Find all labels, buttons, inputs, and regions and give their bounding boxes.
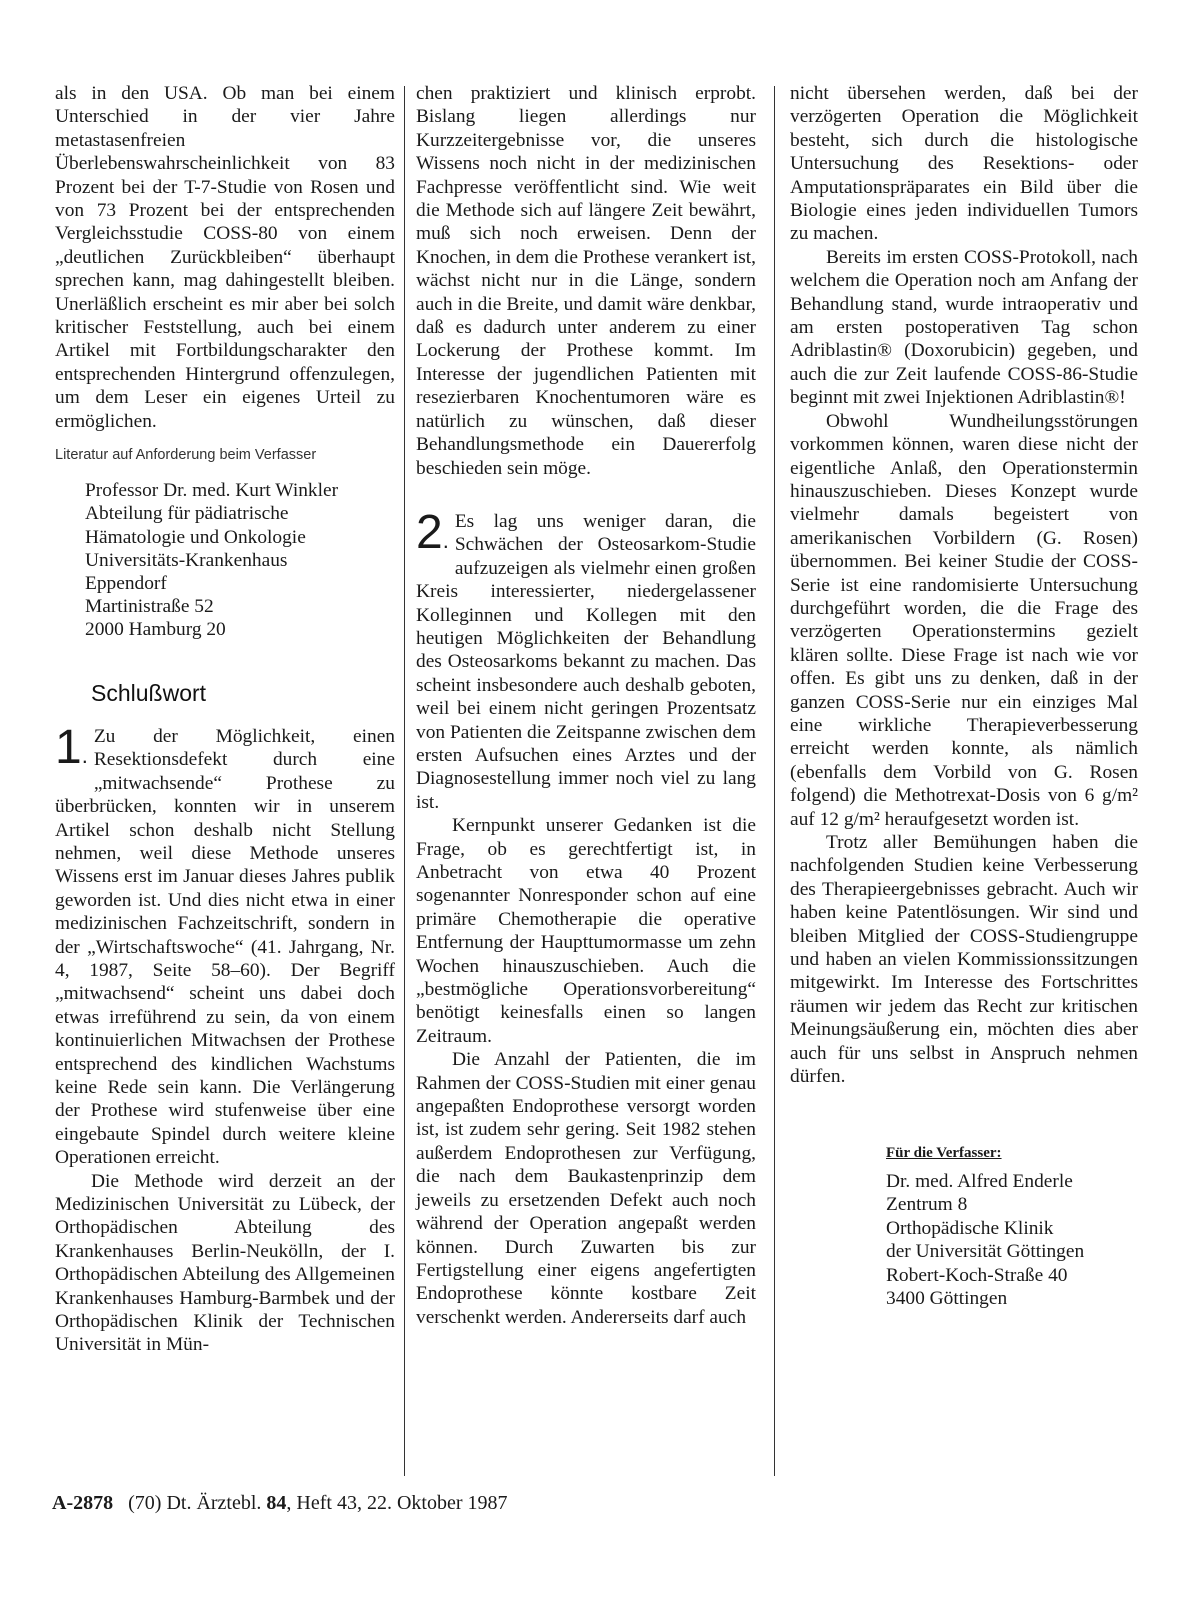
address-line: Universitäts-Krankenhaus	[85, 549, 288, 571]
journal-volume: 84	[266, 1492, 287, 1514]
column-rule-1	[404, 86, 405, 1476]
signature-label: Für die Verfasser:	[886, 1145, 1002, 1162]
paragraph: Obwohl Wundheilungsstörungen vorkommen können, waren diese nicht der eigentliche Anlaß, den Operationstermin hinauszuschieben. Dieses Konzept wurde vielmehr damals begeistert von amerikanischen Vorbildern (G. Rosen) übernommen. Bei keiner Studie der COSS-Serie ist eine randomisierte Untersuchung durchgeführt worden, die die Frage des verzögerten Operationstermins gezielt klären sollte. Diese Frage ist nach wie vor offen. Es gibt uns zu denken, daß in der ganzen COSS-Serie nur ein einziges Mal eine wirkliche Therapieverbesserung erreicht werden konnte, als nämlich (ebenfalls dem Vorbild von G. Rosen folgend) die Methotrexat-Dosis von 6 g/m² auf 12 g/m² heraufgesetzt worden ist.	[790, 410, 1138, 830]
address-line: Dr. med. Alfred Enderle	[886, 1170, 1073, 1192]
column-3	[790, 82, 1138, 1310]
column-rule-2	[774, 86, 775, 1476]
address-line: Robert-Koch-Straße 40	[886, 1264, 1068, 1286]
address-line: Abteilung für pädiatrische	[85, 503, 289, 525]
column-1	[55, 82, 395, 1357]
page-footer: A-2878 (70) Dt. Ärztebl. 84, Heft 43, 22. Oktober 1987	[52, 1492, 508, 1514]
paragraph: 2. Es lag uns weniger daran, die Schwächen der Osteosarkom-Studie aufzuzeigen als vielmehr einen großen Kreis interessierter, niedergelassener Kolleginnen und Kollegen mit den heutigen Möglichkeiten der Behandlung des Osteosarkoms bekannt zu machen. Das scheint insbesondere auch deshalb geboten, weil bei einem nicht geringen Prozentsatz von Patienten die Zeitspanne zwischen dem ersten Aufsuchen eines Arztes und der Diagnosestellung immer noch viel zu lang ist.	[416, 505, 756, 813]
address-line: Eppendorf	[85, 572, 167, 594]
paragraph: Kernpunkt unserer Gedanken ist die Frage, ob es gerechtfertigt ist, in Anbetracht von etwa 40 Prozent sogenannter Nonresponder schon auf eine primäre Chemotherapie die operative Entfernung der Haupttumormasse um zehn Wochen hinauszuschieben. Auch die „bestmögliche Operationsvorbereitung“ benötigt keinesfalls einen so langen Zeitraum.	[416, 815, 756, 1047]
paragraph: 1. Zu der Möglichkeit, einen Resektionsdefekt durch eine „mitwachsende“ Prothese zu überbrücken, konnten wir in unserem Artikel schon deshalb nicht Stellung nehmen, weil diese Methode unseres Wissens erst im Januar dieses Jahres publik geworden ist. Und dies nicht etwa in einer medizinischen Fachzeitschrift, sondern in der „Wirtschaftswoche“ (41. Jahrgang, Nr. 4, 1987, Seite 58–60). Der Begriff „mitwachsend“ scheint uns dabei doch etwas irreführend zu sein, da von einem kontinuierlichen Mitwachsen der Prothese entsprechend des kindlichen Wachstums keine Rede sein kann. Die Verlängerung der Prothese wird stufenweise über eine eingebaute Spindel durch weitere kleine Operationen erreicht.	[55, 720, 395, 1169]
paragraph: Trotz aller Bemühungen haben die nachfolgenden Studien keine Verbesserung des Therapieergebnisses gebracht. Auch wir haben keine Patentlösungen. Wir sind und bleiben Mitglied der COSS-Studiengruppe und haben an vielen Kommissionssitzungen mitgewirkt. Im Interesse des Fortschrittes räumen wir jedem das Recht zur kritischen Meinungsäußerung ein, möchten dies aber auch für uns selbst in Anspruch nehmen dürfen.	[790, 832, 1138, 1088]
address-line: 2000 Hamburg 20	[85, 619, 226, 641]
paragraph: nicht übersehen werden, daß bei der verzögerten Operation die Möglichkeit besteht, sich durch die histologische Untersuchung des Resektions- oder Amputationspräparates ein Bild über die Biologie eines jeden individuellen Tumors zu machen.	[790, 83, 1138, 245]
address-line: Professor Dr. med. Kurt Winkler	[85, 480, 339, 502]
paragraph: chen praktiziert und klinisch erprobt. Bislang liegen allerdings nur Kurzzeitergebnisse vor, die unseres Wissens noch nicht in der medizinischen Fachpresse veröffentlicht sind. Wie weit die Methode sich auf längere Zeit bewährt, muß sich noch erweisen. Denn der Knochen, in dem die Prothese verankert ist, wächst nicht nur in die Länge, sondern auch in die Breite, und damit wäre denkbar, daß es dadurch unter anderem zu einer Lockerung der Prothese kommt. Im Interesse der jugendlichen Patienten mit resezierbaren Knochentumoren wäre es natürlich zu wünschen, daß dieser Behandlungsmethode ein Dauererfolg beschieden sein möge.	[416, 83, 756, 479]
section-heading: Schlußwort	[91, 679, 207, 706]
address-line: 3400 Göttingen	[886, 1287, 1008, 1309]
paragraph: Die Methode wird derzeit an der Medizinischen Universität zu Lübeck, der Orthopädischen Abteilung des Krankenhauses Berlin-Neukölln, der I. Orthopädischen Abteilung des Allgemeinen Krankenhauses Hamburg-Barmbek und der Orthopädischen Klinik der Technischen Universität in Mün-	[55, 1170, 395, 1356]
point-number: 1.	[55, 720, 88, 774]
address-line: Zentrum 8	[886, 1194, 968, 1216]
page-code: A-2878	[52, 1492, 114, 1514]
address-line: Martinistraße 52	[85, 596, 214, 618]
journal-name: Dt. Ärztebl.	[166, 1492, 262, 1514]
paragraph: Die Anzahl der Patienten, die im Rahmen der COSS-Studien mit einer genau angepaßten Endoprothese versorgt worden ist, ist zudem sehr gering. Seit 1982 stehen außerdem Endoprothesen zur Verfügung, die nach dem Baukastenprinzip dem jeweils zu ersetzenden Defekt auch noch während der Operation angepaßt werden können. Durch Zuwarten bis zur Fertigstellung einer eigens angefertigten Endoprothese könnte kostbare Zeit verschenkt werden. Andererseits darf auch	[416, 1049, 756, 1328]
address-line: Orthopädische Klinik	[886, 1217, 1054, 1239]
page-number: (70)	[128, 1492, 162, 1514]
paragraph: als in den USA. Ob man bei einem Unterschied in der vier Jahre metastasenfreien Überlebenswahrscheinlichkeit von 83 Prozent bei der T-7-Studie von Rosen und von 73 Prozent bei der entsprechenden Vergleichsstudie COSS-80 von einem „deutlichen Zurückbleiben“ überhaupt sprechen kann, mag dahingestellt bleiben. Unerläßlich erscheint es mir aber bei solch kritischer Feststellung, auch bei einem Artikel mit Fortbildungscharakter den entsprechenden Hintergrund offenzulegen, um dem Leser ein eigenes Urteil zu ermöglichen.	[55, 83, 395, 432]
signature-address	[790, 1170, 1138, 1310]
address-line: Hämatologie und Onkologie	[85, 526, 306, 548]
column-2	[416, 82, 756, 1329]
journal-issue: Heft 43, 22. Oktober 1987	[296, 1492, 508, 1514]
literature-note: Literatur auf Anforderung beim Verfasser	[55, 447, 317, 464]
point-number: 2.	[416, 505, 449, 559]
address-line: der Universität Göttingen	[886, 1241, 1085, 1263]
author-address	[55, 479, 395, 641]
paragraph: Bereits im ersten COSS-Protokoll, nach welchem die Operation noch am Anfang der Behandlung stand, wurde intraoperativ und am ersten postoperativen Tag schon Adriblastin® (Doxorubicin) gegeben, und auch die zur Zeit laufende COSS-86-Studie beginnt mit zwei Injektionen Adriblastin®!	[790, 246, 1138, 409]
